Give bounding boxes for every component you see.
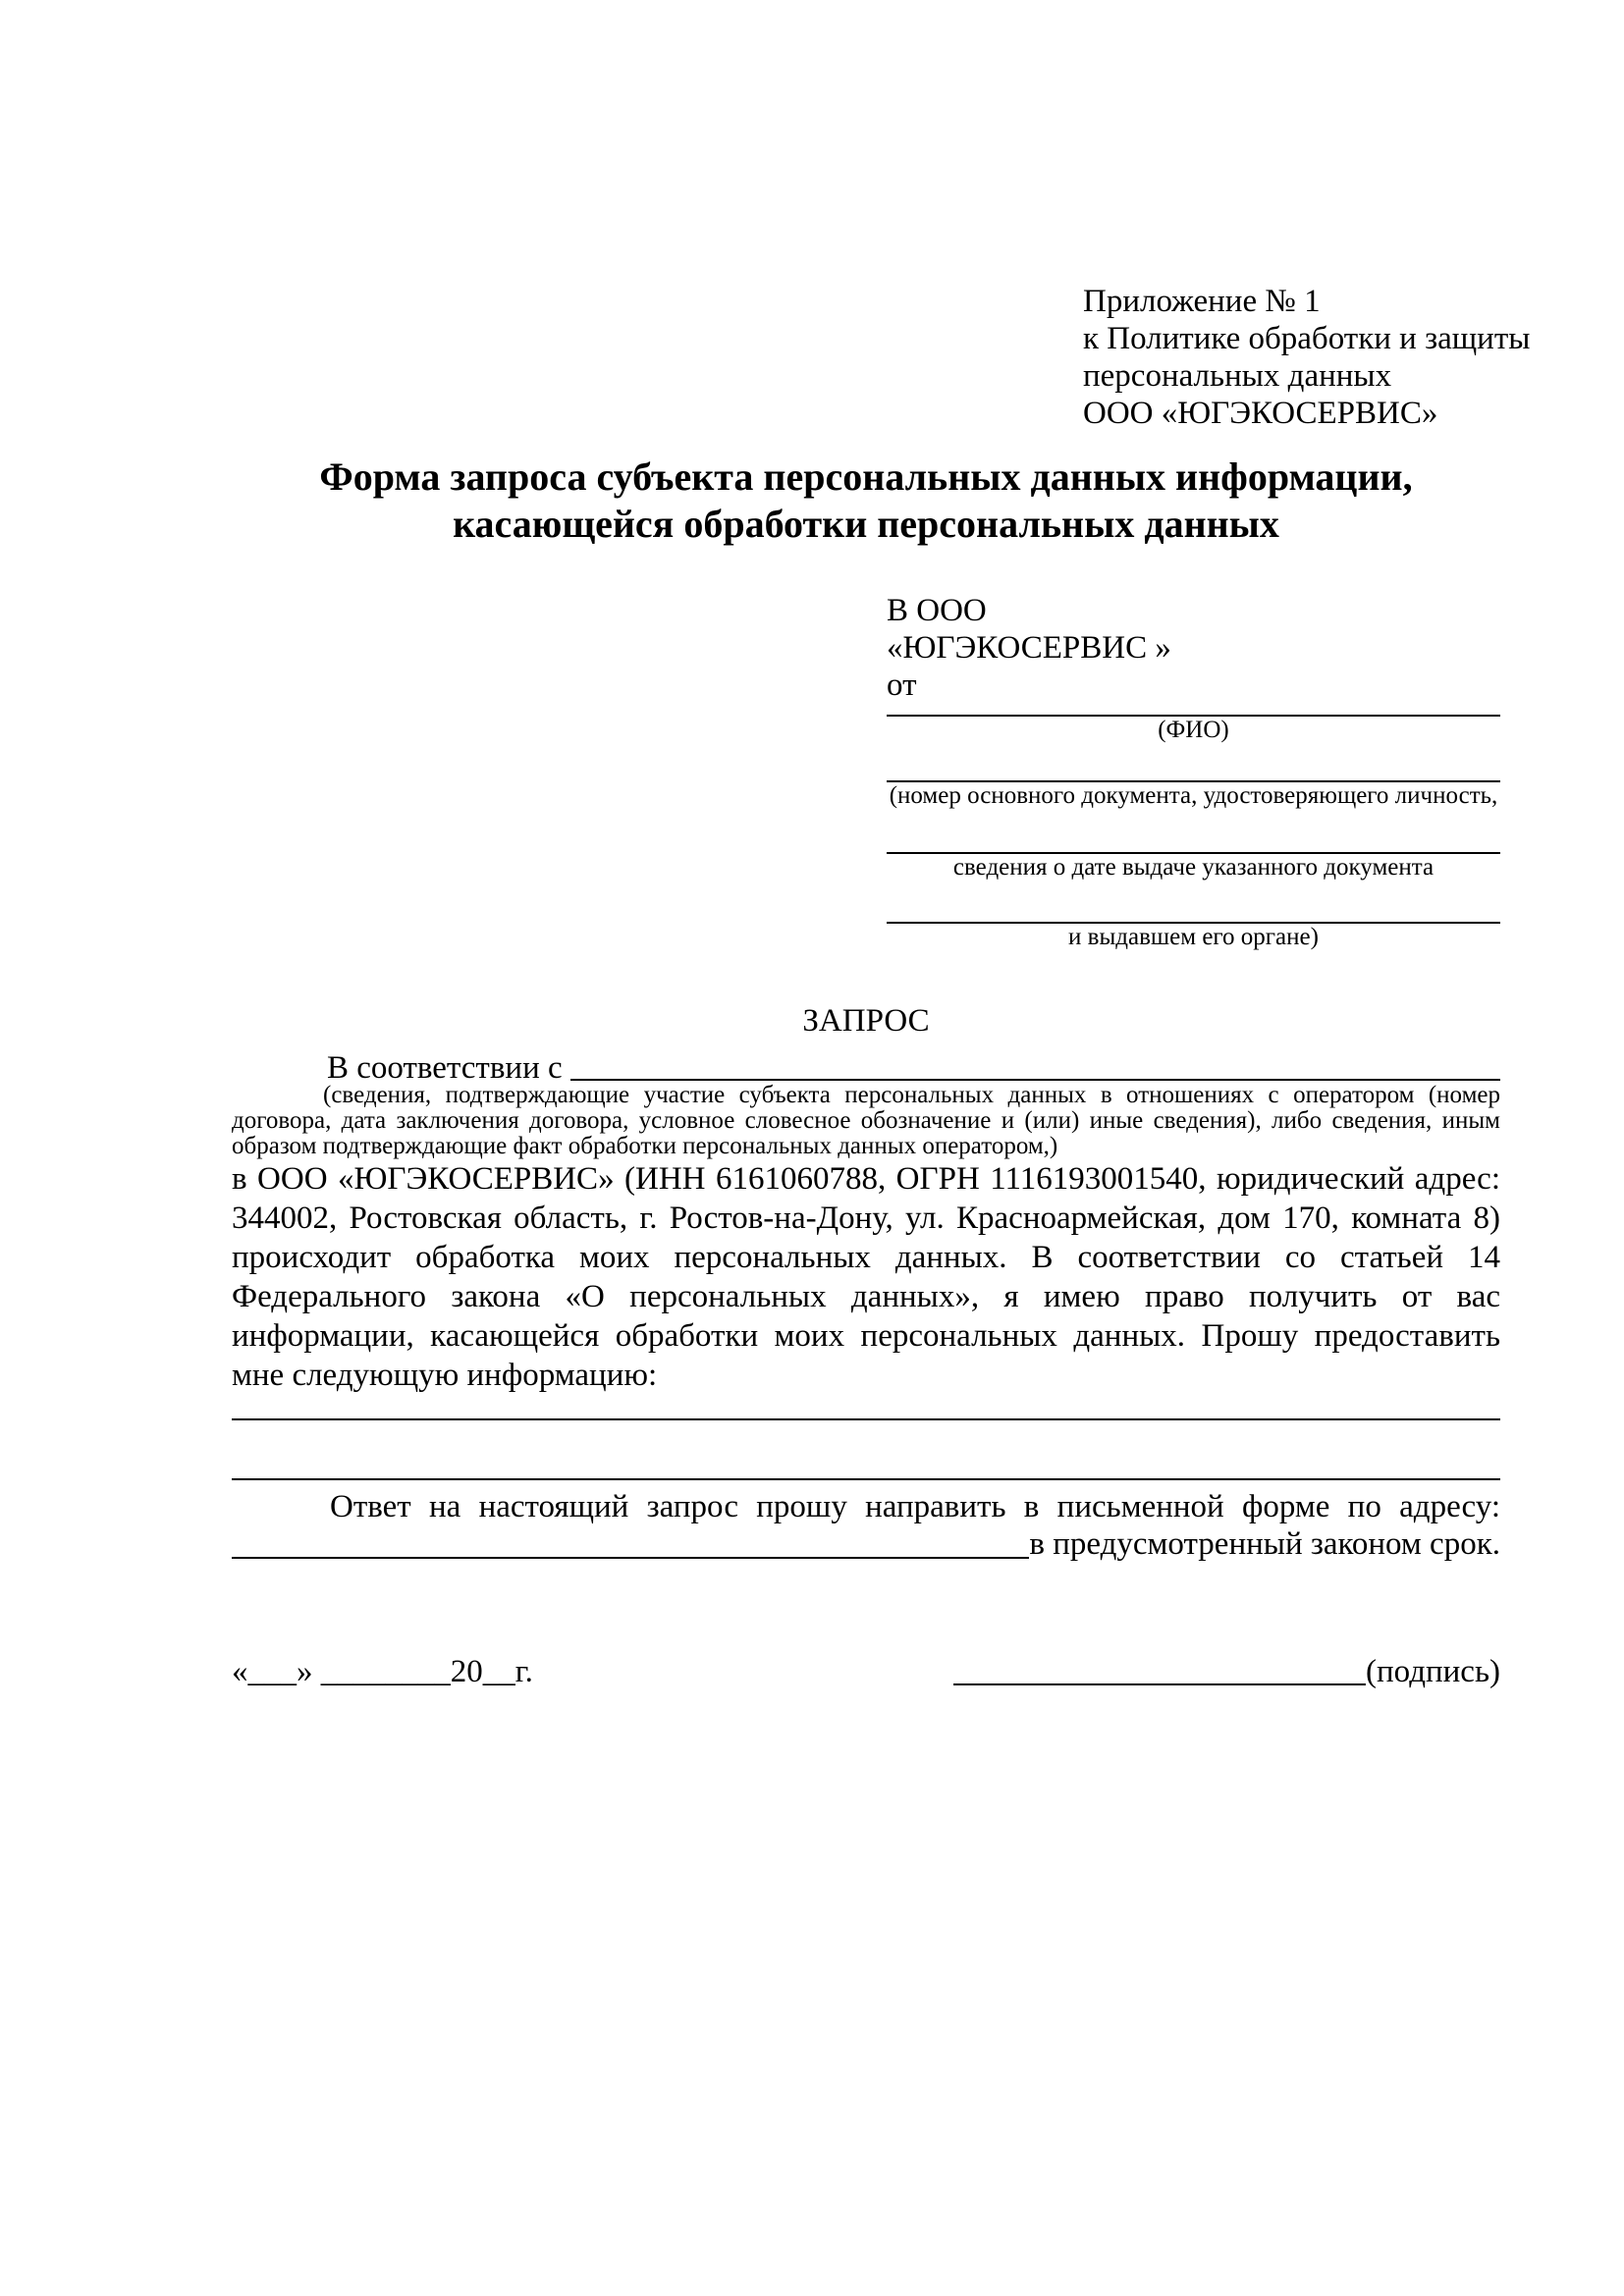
date-fill-text: «___» ________20__г. xyxy=(232,1654,533,1689)
information-fill-line xyxy=(232,1478,1500,1480)
address-fill-line xyxy=(232,1525,1029,1559)
appendix-note xyxy=(1083,283,1531,432)
request-body-paragraph: в ООО «ЮГЭКОСЕРВИС» (ИНН 6161060788, ОГРН 1116193001540, юридический адрес: 344002, Ростовская область, г. Ростов-на-Дону, ул. Красноармейская, дом 170, комната 8) происходит обработка моих персональных данных. В соответствии со статьей 14 Федерального закона «О персональных данных», я имею право получить от вас информации, касающейся обработки моих персональных данных. Прошу предоставить мне следующую информацию: xyxy=(232,1161,1500,1393)
information-fill-line xyxy=(232,1418,1500,1420)
intro-caption: (сведения, подтверждающие участие субъекта персональных данных в отношениях с оператором (номер договора, дата заключения договора, условное словесное обозначение и (или) иные сведения), либо сведения, иным образом подтверждающие факт обработки персональных данных оператором,) xyxy=(232,1082,1500,1159)
issuing-authority-caption: и выдавшем его органе) xyxy=(1068,924,1319,950)
reply-suffix: в предусмотренный законом срок. xyxy=(1029,1526,1500,1562)
fio-caption: (ФИО) xyxy=(1158,717,1229,743)
fio-fill-line xyxy=(887,704,1500,717)
issue-date-caption: сведения о дате выдаче указанного документа xyxy=(952,854,1435,881)
intro-prefix: В соответствии с xyxy=(327,1050,563,1086)
page-title xyxy=(232,454,1500,548)
signature-fill-line xyxy=(953,1653,1366,1685)
appendix-line: ООО «ЮГЭКОСЕРВИС» xyxy=(1083,396,1438,431)
appendix-line: Приложение № 1 xyxy=(1083,284,1321,319)
signature-row xyxy=(232,1653,1500,1690)
appendix-line: персональных данных xyxy=(1083,358,1392,394)
page-title-line: Форма запроса субъекта персональных данных информации, xyxy=(319,454,1413,499)
reply-address-row xyxy=(232,1525,1500,1563)
fill-fields-block xyxy=(887,704,1500,951)
addressee-line: В ООО xyxy=(887,593,987,628)
addressee-line: «ЮГЭКОСЕРВИС » xyxy=(887,630,1171,666)
intro-fill-line xyxy=(570,1049,1500,1081)
addressee-block xyxy=(887,592,1500,704)
page-title-line: касающейся обработки персональных данных xyxy=(453,502,1279,546)
request-heading: ЗАПРОС xyxy=(802,1003,930,1039)
appendix-line: к Политике обработки и защиты xyxy=(1083,321,1531,356)
document-number-caption: (номер основного документа, удостоверяющего личность, xyxy=(889,782,1498,809)
addressee-line: от xyxy=(887,667,917,703)
signature-spacer xyxy=(533,1653,953,1690)
signature-caption: (подпись) xyxy=(1366,1654,1500,1689)
reply-sentence: Ответ на настоящий запрос прошу направить в письменной форме по адресу: xyxy=(330,1489,1500,1524)
